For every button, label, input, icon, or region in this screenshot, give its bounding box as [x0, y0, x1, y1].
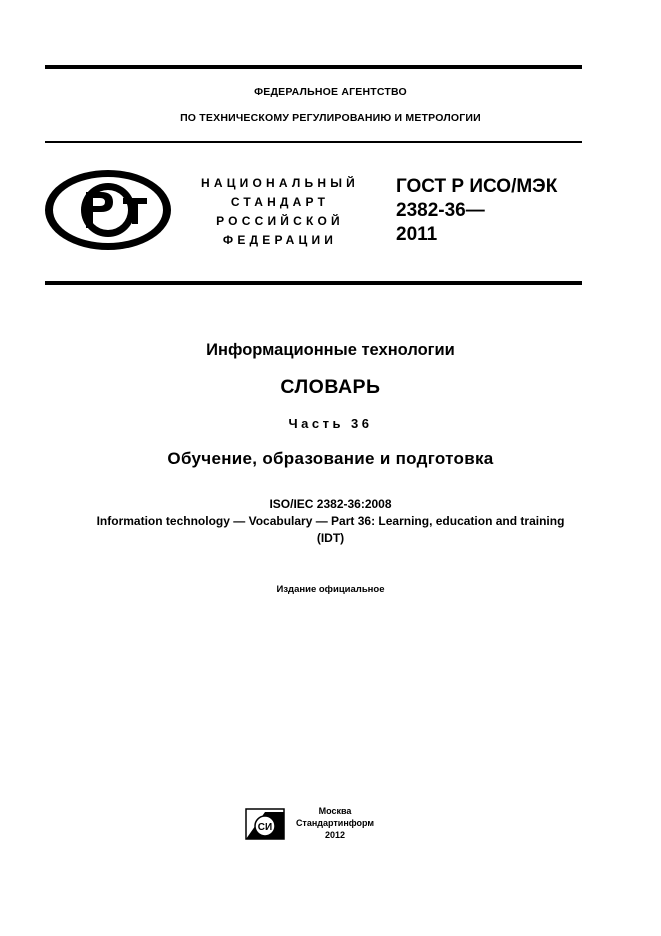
title-line-2: СЛОВАРЬ	[280, 376, 381, 398]
designation-line-2: 2382-36—	[396, 200, 485, 221]
designation-line-1: ГОСТ Р ИСО/МЭК	[396, 176, 558, 197]
publisher-year: 2012	[324, 830, 346, 840]
designation-line-3: 2011	[396, 224, 438, 245]
publisher-name: Стандартинформ	[295, 818, 375, 828]
middle-rule	[45, 281, 582, 285]
edition-label: Издание официальное	[276, 584, 385, 595]
iso-idt: (IDT)	[316, 531, 345, 545]
title-line-1: Информационные технологии	[206, 341, 455, 359]
agency-line-1: ФЕДЕРАЛЬНОЕ АГЕНТСТВО	[254, 86, 407, 98]
title-line-3: Обучение, образование и подготовка	[167, 449, 494, 468]
national-standard-line-4: ФЕДЕРАЦИИ	[222, 233, 338, 247]
agency-line-2: ПО ТЕХНИЧЕСКОМУ РЕГУЛИРОВАНИЮ И МЕТРОЛОГИИ	[180, 112, 481, 124]
iso-reference	[0, 496, 661, 547]
iso-code: ISO/IEC 2382-36:2008	[269, 497, 392, 511]
national-standard-line-3: РОССИЙСКОЙ	[216, 214, 344, 228]
national-standard-line-1: НАЦИОНАЛЬНЫЙ	[200, 176, 360, 190]
iso-english-title: Information technology — Vocabulary — Part 36: Learning, education and training	[96, 514, 565, 528]
publisher-logo-text: СИ	[257, 822, 273, 833]
header-divider	[45, 141, 582, 143]
standard-designation	[396, 175, 596, 247]
part-label: Часть 36	[288, 416, 373, 431]
national-standard-label	[190, 174, 370, 250]
rst-logo-icon	[43, 168, 173, 252]
publisher-block	[290, 805, 380, 841]
top-rule	[45, 65, 582, 69]
national-standard-line-2: СТАНДАРТ	[230, 195, 330, 209]
publisher-city: Москва	[318, 806, 352, 816]
standartinform-logo-icon	[245, 808, 285, 840]
